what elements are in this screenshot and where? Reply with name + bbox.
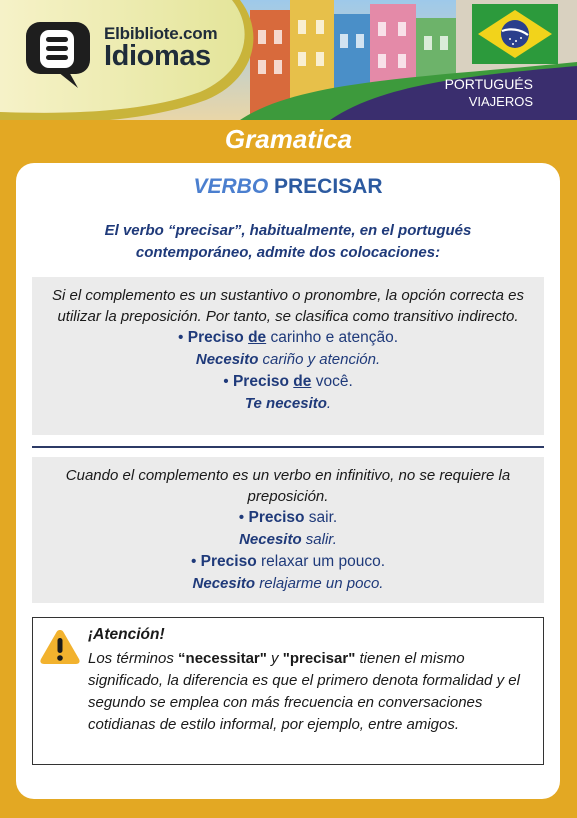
- lesson-title-word: PRECISAR: [268, 175, 383, 198]
- attention-text: y: [266, 650, 283, 667]
- example-verb: Preciso: [187, 329, 244, 346]
- bullet: •: [190, 553, 201, 570]
- example-translation: [32, 573, 544, 595]
- attention-box: [32, 617, 544, 765]
- brand-title: Idiomas: [104, 40, 211, 72]
- brazil-flag-icon: [472, 4, 558, 64]
- bullet: •: [223, 373, 233, 390]
- example-pt: [32, 371, 544, 393]
- translation-verb: Necesito: [195, 351, 259, 368]
- term-precisar: "precisar": [282, 650, 356, 667]
- translation-rest: salir.: [301, 531, 337, 548]
- example-preposition: de: [293, 373, 312, 390]
- lesson-title-verbo: VERBO: [193, 175, 269, 198]
- rule-text: Cuando el complemento es un verbo en infinitivo, no se requiere la preposición.: [65, 467, 511, 505]
- attention-body: [88, 648, 530, 736]
- example-verb: Preciso: [232, 373, 289, 390]
- example-verb: Preciso: [248, 509, 305, 526]
- course-level: VIAJEROS: [468, 94, 533, 109]
- translation-verb: Te necesito: [244, 395, 327, 412]
- brand-logo[interactable]: [0, 0, 260, 112]
- warning-triangle-icon: [39, 628, 81, 666]
- example-pt: [32, 507, 544, 529]
- lesson-intro: El verbo “precisar”, habitualmente, en el portugués contemporáneo, admite dos colocaciones:: [104, 222, 472, 261]
- example-rest: relaxar um pouco.: [256, 553, 386, 570]
- example-verb: Preciso: [200, 553, 257, 570]
- lesson-title: [16, 175, 560, 199]
- translation-rest: .: [326, 395, 332, 412]
- translation-verb: Necesito: [192, 575, 256, 592]
- example-rest: sair.: [304, 509, 338, 526]
- example-preposition: de: [248, 329, 267, 346]
- attention-title: ¡Atención!: [88, 626, 165, 643]
- rule-text: Si el complemento es un sustantivo o pronombre, la opción correcta es utilizar la preposición. Por tanto, se clasifica como transitivo indirecto.: [52, 287, 524, 325]
- example-rest: você.: [311, 373, 353, 390]
- section-title: Gramatica: [224, 124, 353, 154]
- translation-rest: relajarme un poco.: [255, 575, 384, 592]
- translation-rest: cariño y atención.: [258, 351, 381, 368]
- example-rest: carinho e atenção.: [266, 329, 398, 346]
- bullet: •: [238, 509, 249, 526]
- header-banner: [0, 0, 577, 120]
- example-pt: [32, 327, 544, 349]
- divider: [32, 446, 544, 448]
- example-translation: [32, 393, 544, 415]
- example-pt: [32, 551, 544, 573]
- course-language: PORTUGUÉS: [444, 76, 533, 92]
- brand-site-name: Elbibliote.com: [104, 24, 218, 43]
- example-translation: [32, 349, 544, 371]
- attention-text: Los términos: [88, 650, 179, 667]
- lesson-card: [16, 163, 560, 799]
- translation-verb: Necesito: [239, 531, 302, 548]
- rule-box-with-preposition: [32, 277, 544, 435]
- term-necessitar: “necessitar": [178, 650, 267, 667]
- rule-box-without-preposition: [32, 457, 544, 603]
- attention-text: tienen el mismo significado, la diferencia es que el primero denota formalidad y el segundo se emplea con más frecuencia en conversaciones cotidianas de estilo informal, por ejemplo, entre amigos.: [88, 650, 520, 733]
- bullet: •: [178, 329, 188, 346]
- chat-bubble-logo-icon: [24, 20, 96, 92]
- course-ribbon: [445, 76, 533, 110]
- example-translation: [32, 529, 544, 551]
